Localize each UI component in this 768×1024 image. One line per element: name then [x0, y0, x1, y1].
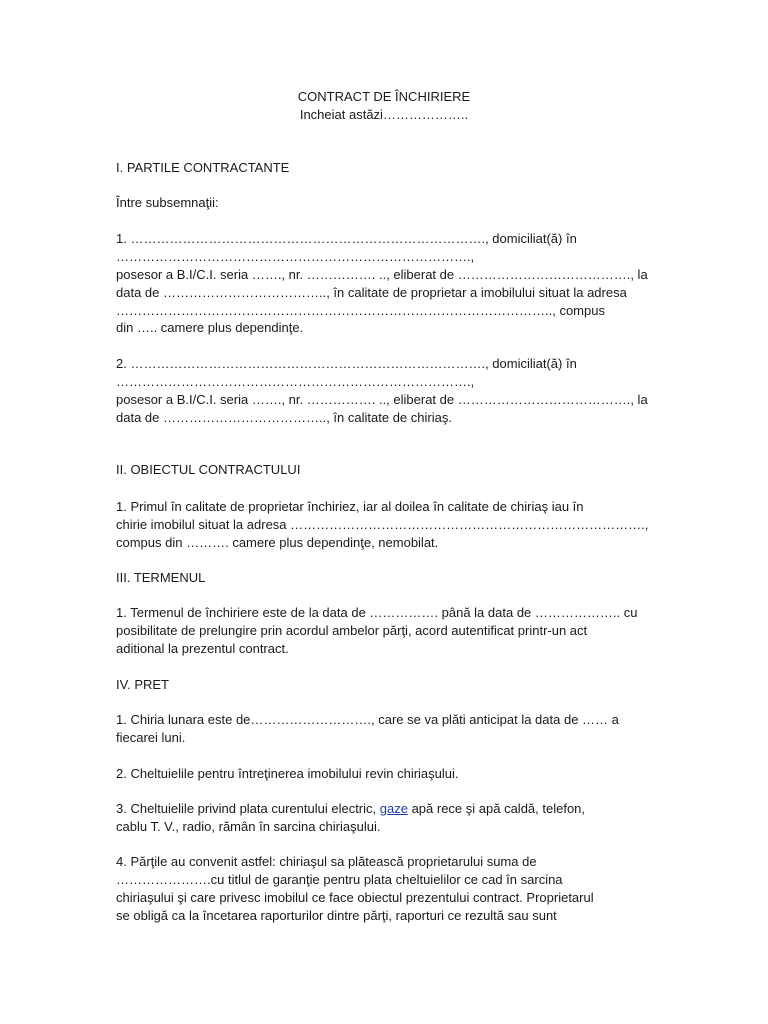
party1-line: data de ……………………………….., în calitate de proprietar a imobilului situat la adresa: [116, 285, 627, 300]
party2-line: posesor a B.I/C.I. seria ……., nr. ……………. .., eliberat de …………………………………., la: [116, 392, 648, 407]
section-heading-parties: I. PARTILE CONTRACTANTE: [116, 160, 290, 175]
price-line: 4. Părţile au convenit astfel: chiriaşul sa plătească proprietarului suma de: [116, 854, 537, 869]
price-line: cablu T. V., radio, rămân în sarcina chiriaşului.: [116, 819, 381, 834]
party1-line: 1. ………………………………………………………………………., domiciliat(ă) în: [116, 231, 577, 246]
term-line: posibilitate de prelungire prin acordul ambelor părţi, acord autentificat printr-un act: [116, 623, 588, 638]
price-line: chiriaşului şi care privesc imobilul ce face obiectul prezentului contract. Proprietarul: [116, 890, 594, 905]
party1-line: posesor a B.I/C.I. seria ……., nr. ……………. .., eliberat de …………………………………., la: [116, 267, 648, 282]
section-heading-price: IV. PRET: [116, 677, 169, 692]
party2-line: ……………………………………………………………………….,: [116, 374, 475, 389]
price-line: fiecarei luni.: [116, 730, 186, 745]
party1-line: ……………………………………………………………………………………….., compus: [116, 303, 605, 318]
object-line: 1. Primul în calitate de proprietar închiriez, iar al doilea în calitate de chiriaş iau în: [116, 499, 584, 514]
party2-line: data de ……………………………….., în calitate de chiriaş.: [116, 410, 452, 425]
party1-line: din ….. camere plus dependinţe.: [116, 320, 304, 335]
parties-intro: Între subsemnaţii:: [116, 195, 219, 210]
utilities-text-after: apă rece şi apă caldă, telefon,: [407, 801, 586, 816]
price-line: 2. Cheltuielile pentru întreţinerea imobilului revin chiriaşului.: [116, 766, 459, 781]
document-subtitle: Incheiat astăzi………………..: [299, 107, 469, 122]
price-line: 1. Chiria lunara este de………………………., care se va plăti anticipat la data de …… a: [116, 712, 619, 727]
price-line: se obligă ca la încetarea raporturilor dintre părţi, raporturi ce rezultă sau sunt: [116, 908, 557, 923]
party2-line: 2. ………………………………………………………………………., domiciliat(ă) în: [116, 356, 577, 371]
term-line: aditional la prezentul contract.: [116, 641, 289, 656]
utilities-text-before: 3. Cheltuielile privind plata curentului electric,: [116, 801, 380, 816]
price-line-utilities: [116, 801, 585, 817]
document-title: CONTRACT DE ÎNCHIRIERE: [297, 89, 471, 104]
section-heading-object: II. OBIECTUL CONTRACTULUI: [116, 462, 301, 477]
party1-line: ……………………………………………………………………….,: [116, 249, 475, 264]
object-line: chirie imobilul situat la adresa ……………………………………………………………………….,: [116, 517, 649, 532]
gaze-link[interactable]: gaze: [379, 801, 408, 816]
price-line: ………………….cu titlul de garanţie pentru plata cheltuielilor ce cad în sarcina: [116, 872, 563, 887]
term-line: 1. Termenul de închiriere este de la data de ……………. până la data de ……………….. cu: [116, 605, 638, 620]
object-line: compus din ………. camere plus dependinţe, nemobilat.: [116, 535, 439, 550]
section-heading-term: III. TERMENUL: [116, 570, 206, 585]
